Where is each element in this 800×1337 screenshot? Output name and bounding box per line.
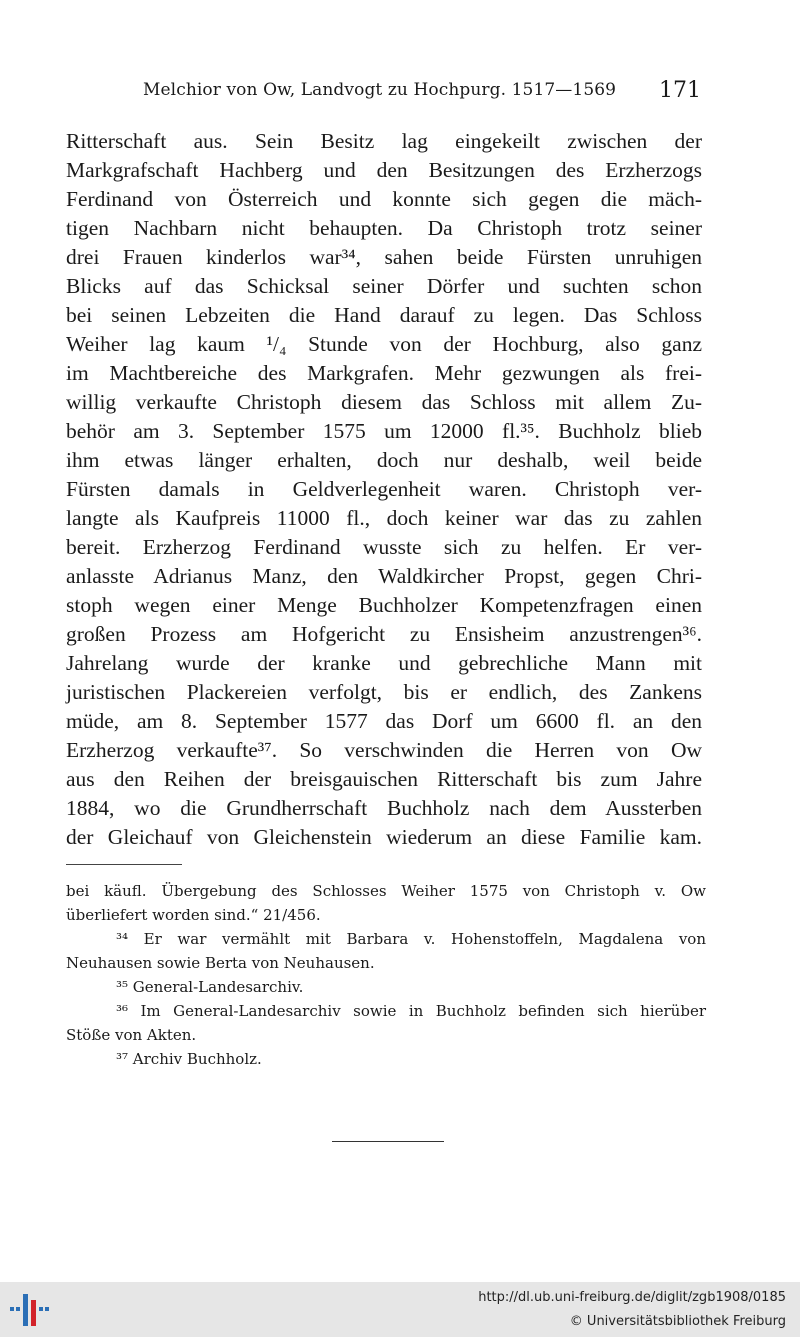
permalink-url[interactable]: http://dl.ub.uni-freiburg.de/diglit/zgb1908/0185 (478, 1290, 786, 1305)
text-line: bereit. Erzherzog Ferdinand wusste sich zu helfen. Er ver- (66, 535, 702, 559)
footnote-35: ³⁵ General-Landesarchiv. (116, 978, 304, 996)
text-line: Fürsten damals in Geldverlegenheit waren. Christoph ver- (66, 477, 702, 501)
footnote-36: ³⁶ Im General-Landesarchiv sowie in Buchholz befinden sich hierüber (116, 1002, 706, 1020)
text-line: juristischen Plackereien verfolgt, bis er endlich, des Zankens (66, 680, 702, 704)
text-line: 1884, wo die Grundherrschaft Buchholz nach dem Aussterben (66, 796, 702, 820)
text-line: bei seinen Lebzeiten die Hand darauf zu legen. Das Schloss (66, 303, 702, 327)
text-line: drei Frauen kinderlos war³⁴, sahen beide Fürsten unruhigen (66, 245, 702, 269)
text-line: Markgrafschaft Hachberg und den Besitzungen des Erzherzogs (66, 158, 702, 182)
text-line: anlasste Adrianus Manz, den Waldkircher Propst, gegen Chri- (66, 564, 702, 588)
text-line: im Machtbereiche des Markgrafen. Mehr gezwungen als frei- (66, 361, 702, 385)
text-line: Erzherzog verkaufte³⁷. So verschwinden die Herren von Ow (66, 738, 702, 762)
text-line: Ferdinand von Österreich und konnte sich gegen die mäch- (66, 187, 702, 211)
footnote-line: bei käufl. Übergebung des Schlosses Weiher 1575 von Christoph v. Ow (66, 882, 706, 900)
end-rule (332, 1141, 444, 1142)
footnote-line: überliefert worden sind.“ 21/456. (66, 906, 321, 924)
text-line: behör am 3. September 1575 um 12000 fl.³⁵. Buchholz blieb (66, 419, 702, 443)
text-line: stoph wegen einer Menge Buchholzer Kompetenzfragen einen (66, 593, 702, 617)
text-line: der Gleichauf von Gleichenstein wiederum an diese Familie kam. (66, 825, 702, 849)
text-line: langte als Kaufpreis 11000 fl., doch keiner war das zu zahlen (66, 506, 702, 530)
footnote-separator (66, 864, 182, 865)
text-line: Jahrelang wurde der kranke und gebrechliche Mann mit (66, 651, 702, 675)
page-number: 171 (659, 78, 701, 103)
footnote-37: ³⁷ Archiv Buchholz. (116, 1050, 262, 1068)
copyright-notice: © Universitätsbibliothek Freiburg (569, 1314, 786, 1329)
page-header (143, 78, 701, 112)
text-line: willig verkaufte Christoph diesem das Schloss mit allem Zu- (66, 390, 702, 414)
text-line: Blicks auf das Schicksal seiner Dörfer und suchten schon (66, 274, 702, 298)
text-line: tigen Nachbarn nicht behaupten. Da Christoph trotz seiner (66, 216, 702, 240)
text-line: Ritterschaft aus. Sein Besitz lag eingekeilt zwischen der (66, 129, 702, 153)
library-logo-icon (6, 1290, 50, 1330)
text-line: großen Prozess am Hofgericht zu Ensisheim anzustrengen³⁶. (66, 622, 702, 646)
main-text (66, 127, 702, 852)
footnote-34: ³⁴ Er war vermählt mit Barbara v. Hohenstoffeln, Magdalena von (116, 930, 706, 948)
running-title: Melchior von Ow, Landvogt zu Hochpurg. 1517—1569 (143, 80, 617, 100)
footnote-line: Stöße von Akten. (66, 1026, 197, 1044)
footnote-line: Neuhausen sowie Berta von Neuhausen. (66, 954, 375, 972)
footnotes (66, 879, 706, 1071)
footer-bar (0, 1282, 800, 1337)
text-line: müde, am 8. September 1577 das Dorf um 6600 fl. an den (66, 709, 702, 733)
text-line: aus den Reihen der breisgauischen Ritterschaft bis zum Jahre (66, 767, 702, 791)
text-line: ihm etwas länger erhalten, doch nur deshalb, weil beide (66, 448, 702, 472)
text-line: Weiher lag kaum ¹/₄ Stunde von der Hochburg, also ganz (66, 332, 702, 356)
